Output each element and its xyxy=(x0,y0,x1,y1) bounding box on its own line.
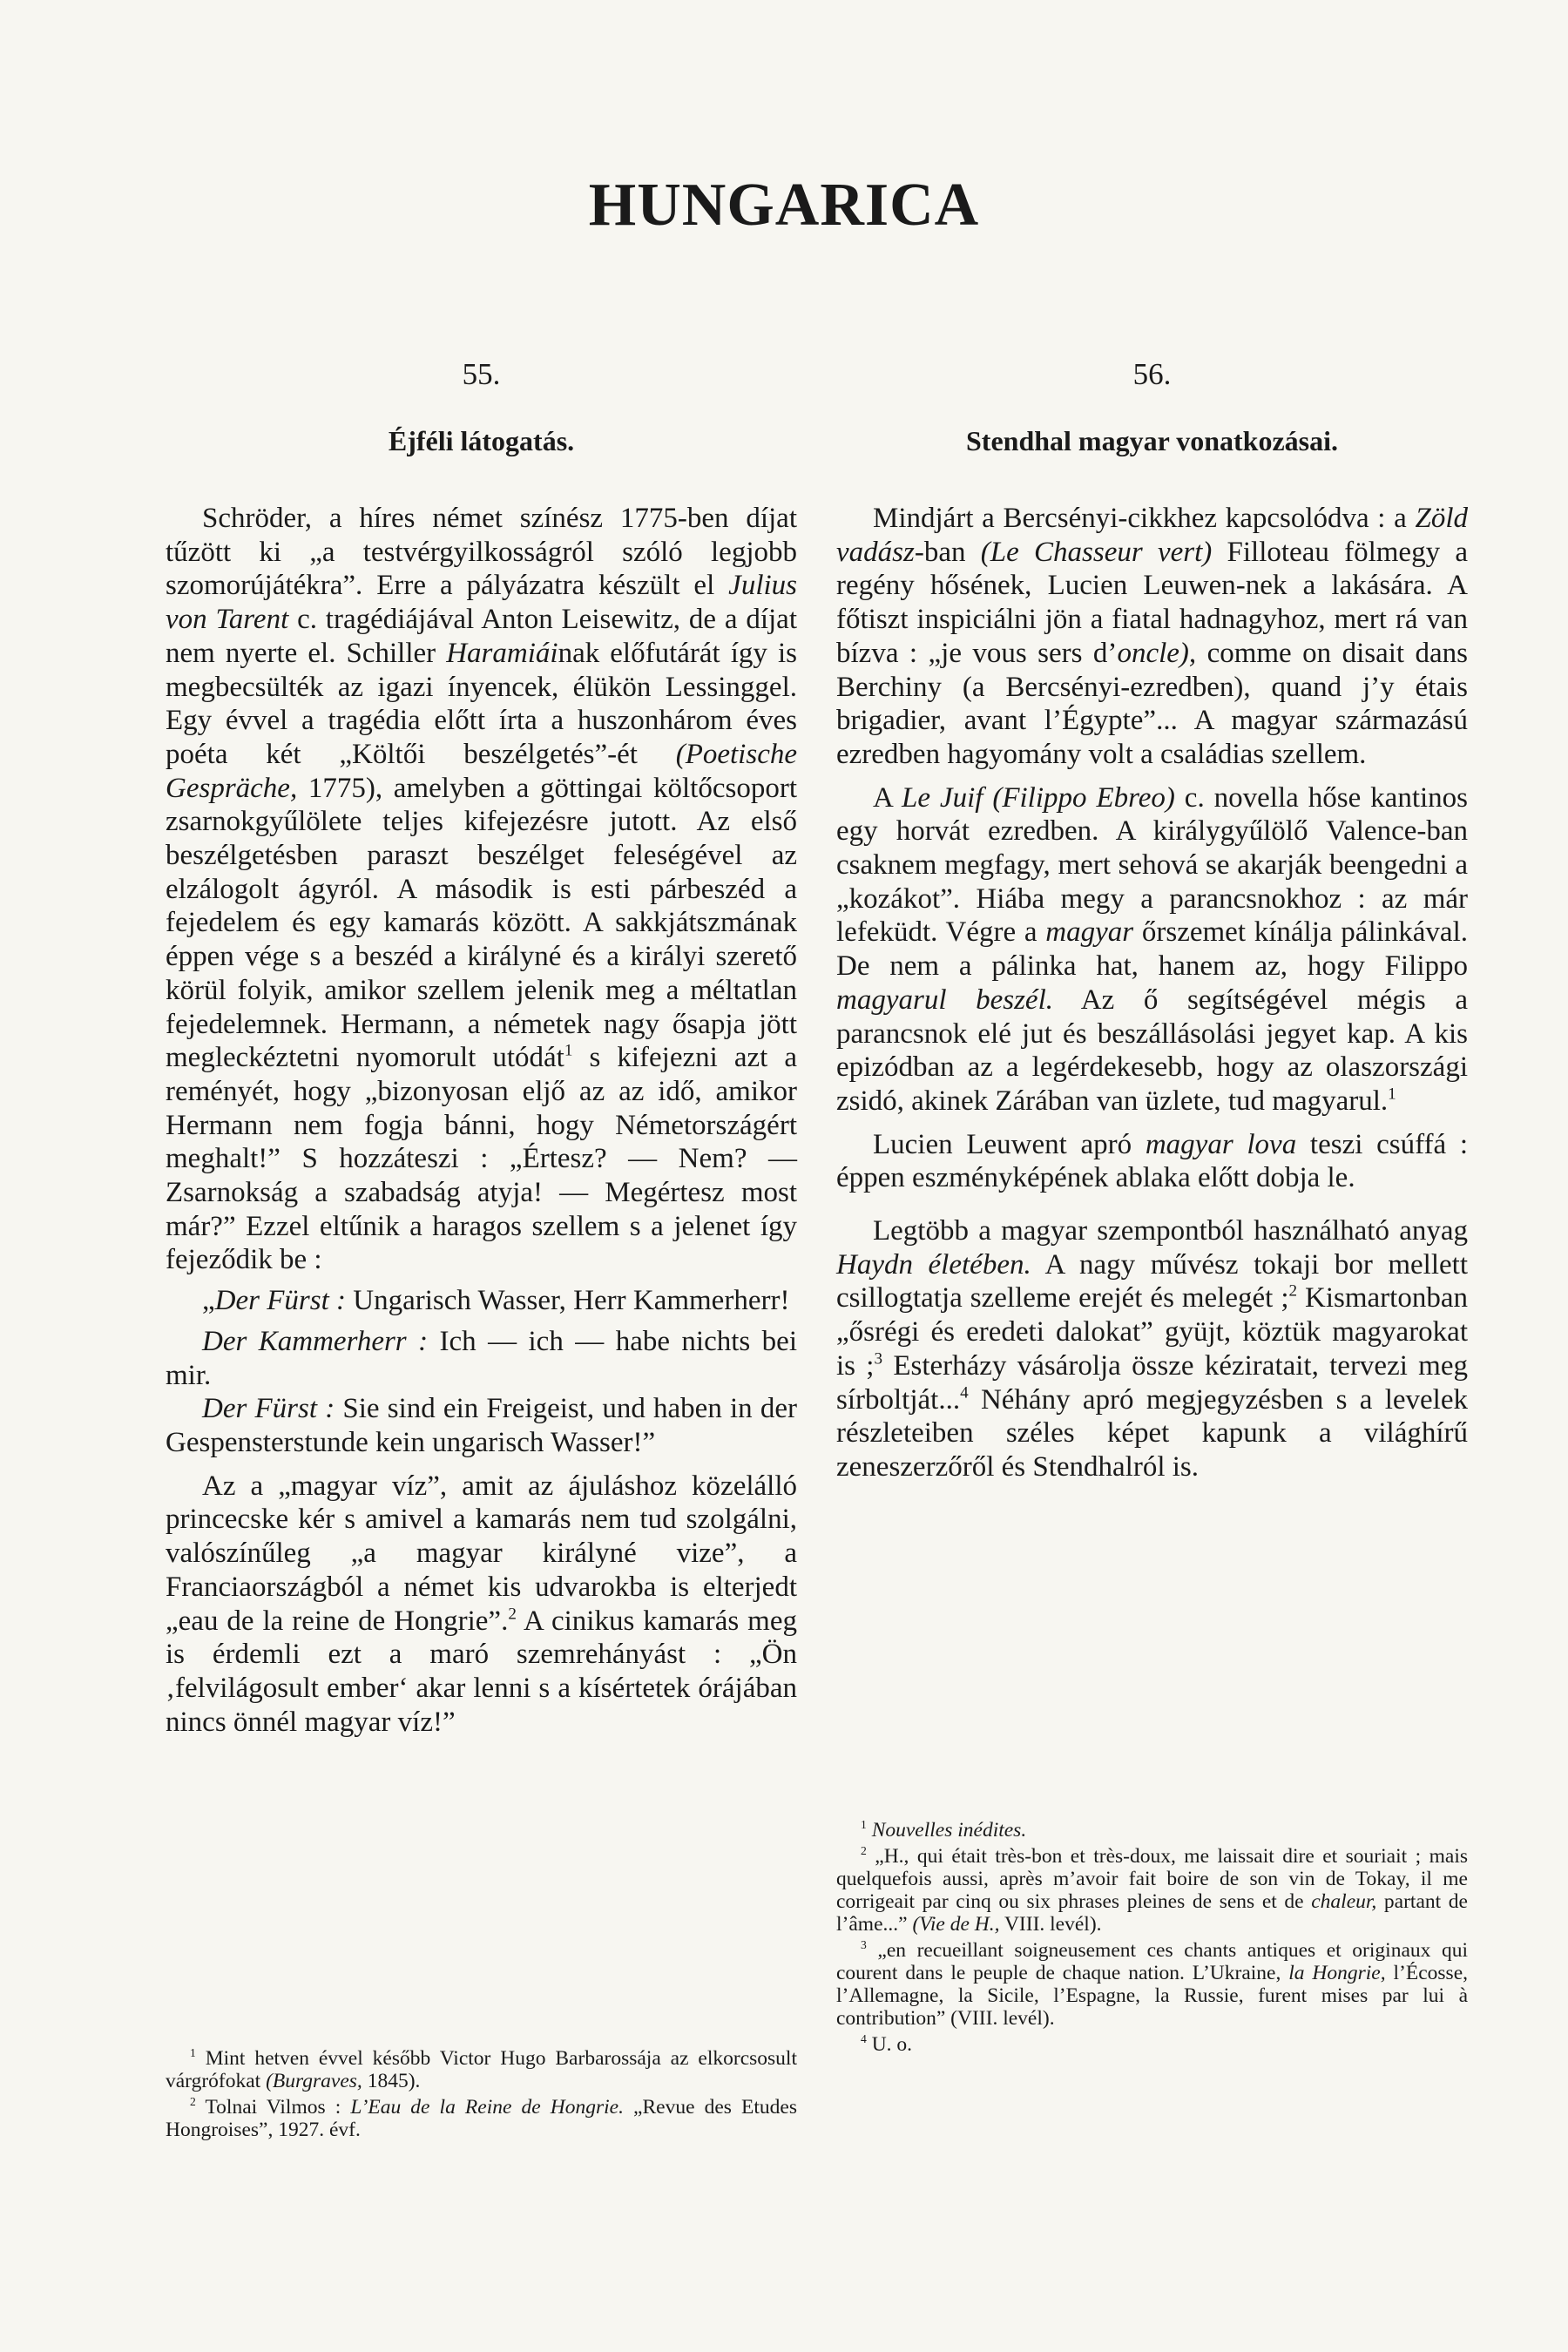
footnote: $^2$ Tolnai Vilmos : L’Eau de la Reine de Hongrie. „Revue des Etudes Hongroises”, 1927. évf. xyxy=(166,2095,797,2141)
right-footnotes xyxy=(836,1819,1468,2059)
footnote: $^1$ Nouvelles inédites. xyxy=(861,1818,1027,1842)
footnote-ref: 4 xyxy=(960,1383,969,1402)
footnote: $^2$ „H., qui était très-bon et très-doux, me laissait dire et souriait ; mais quelquefois aussi, après m’avoir fait boire de son vin de Tokay, il me corrigeait par cinq ou six phrases pleines de sens et de chaleur, partant de l’âme...” (Vie de H., VIII. levél). xyxy=(836,1844,1468,1936)
paragraph: Lucien Leuwent apró magyar lova teszi csúffá : éppen eszményképének ablaka előtt dobja le. xyxy=(836,1128,1468,1194)
footnote: $^3$ „en recueillant soigneusement ces chants antiques et originaux qui courent dans le peuple de chaque nation. L’Ukraine, la Hongrie, l’Écosse, l’Allemagne, la Sicile, l’Espagne, la Russie, furent mises par lui à contribution” (VIII. levél). xyxy=(836,1938,1469,2030)
footnote-ref: 2 xyxy=(508,1605,517,1624)
footnote-ref: 2 xyxy=(1288,1282,1298,1301)
dialogue-line: Der Kammerherr : Ich — ich — habe nichts bei mir. xyxy=(166,1325,797,1391)
right-column xyxy=(836,357,1468,1484)
footnote-ref: 1 xyxy=(564,1041,573,1060)
running-head-title: HUNGARICA xyxy=(588,172,980,239)
paragraph: Legtöbb a magyar szempontból használható anyag Haydn életében. A nagy művész tokaji bor mellett csillogtatja szelleme erejét és melegét ;$^2$ Kismartonban „ősrégi és eredeti dalokat” gyüjt, köztük magyarokat is ;$^3$ Esterházy vásárolja össze kéziratait, tervezi meg sírboltját...$^4$ Néhány apró megjegyzésben s a levelek részleteiben széles képet kapunk a világhírű zeneszerzőről és Stendhalról is. xyxy=(836,1215,1468,1483)
right-body-text xyxy=(836,502,1468,1484)
dialogue-line: „Der Fürst : Ungarisch Wasser, Herr Kammerherr! xyxy=(202,1285,790,1317)
paragraph: A Le Juif (Filippo Ebreo) c. novella hőse kantinos egy horvát ezredben. A királygyűlölő Valence-ban csaknem megfagy, mert sehová se akarják beengedni a „kozákot”. Hiába megy a parancsnokhoz : az már lefeküdt. Végre a magyar őrszemet kínálja pálinkával. De nem a pálinka hat, hanem az, hogy Filippo magyarul beszél. Az ő segítségével mégis a parancsnok elé jut és beszállásolási jegyet kap. A kis epizódban az a legérdekesebb, hogy az olaszországi zsidó, akinek Zárában van üzlete, tud magyarul.$^1$ xyxy=(836,781,1468,1117)
paragraph: Mindjárt a Bercsényi-cikkhez kapcsolódva : a Zöld vadász-ban (Le Chasseur vert) Filloteau fölmegy a regény hősének, Lucien Leuwen-nek a lakására. A főtiszt inspiciálni jön a fiatal hadnagyhoz, mert rá van bízva : „je vous sers d’oncle), comme on disait dans Berchiny (a Bercsényi-ezredben), quand j’y étais brigadier, avant l’Égypte”... A magyar származású ezredben hagyomány volt a családias szellem. xyxy=(836,503,1468,770)
footnote: $^1$ Mint hetven évvel később Victor Hugo Barbarossája az elkorcsosult várgrófokat (Burgraves, 1845). xyxy=(166,2046,797,2092)
footnote-ref: 3 xyxy=(874,1349,883,1369)
left-column xyxy=(166,357,797,1739)
left-footnotes xyxy=(166,2047,797,2145)
footnote-ref: 1 xyxy=(1388,1085,1396,1104)
dialogue-line: Der Fürst : Sie sind ein Freigeist, und haben in der Gespensterstunde kein ungarisch Wasser!” xyxy=(166,1393,798,1458)
paragraph: Az a „magyar víz”, amit az ájuláshoz közelálló princecske kér s amivel a kamarás nem tud szolgálni, valószínűleg „a magyar királyné vize”, a Franciaországból a német kis udvarokba is elterjedt „eau de la reine de Hongrie”.$^2$ A cinikus kamarás meg is érdemli ezt a maró szemrehányást : „Ön ‚felvilágosult ember‘ akar lenni s a kísértetek órájában nincs önnél magyar víz!” xyxy=(166,1470,797,1738)
section-title-ejfeli-latogatas: Éjféli látogatás. xyxy=(388,425,575,456)
left-body-text xyxy=(166,502,797,1739)
paragraph: Schröder, a híres német színész 1775-ben díjat tűzött ki „a testvérgyilkosságról szóló legjobb szomorújátékra”. Erre a pályázatra készült el Julius von Tarent c. tragédiájával Anton Leisewitz, de a díjat nem nyerte el. Schiller Haramiáinak előfutárát így is megbecsülték az igazi ínyencek, élükön Lessinggel. Egy évvel a tragédia előtt írta a huszonhárom éves poéta két „Költői beszélgetés”-ét (Poetische Gespräche, 1775), amelyben a göttingai költőcsoport zsarnokgyűlölete teljes kifejezésre jutott. Az első beszélgetésben paraszt beszélget feleségével az elzálogolt ágyról. A második is esti párbeszéd a fejedelem és egy kamarás között. A sakkjátszmának éppen vége s a beszéd a királyné és a királyi szerető körül folyik, amikor szellem jelenik meg a méltatlan fejedelemnek. Hermann, a németek nagy ősapja jött megleckéztetni nyomorult utódát$^1$ s kifejezni azt a reményét, hogy „bizonyosan eljő az az idő, amikor Hermann nem fogja bánni, hogy Németországért meghalt!” S hozzáteszi : „Értesz? — Nem? — Zsarnokság a szabadság atyja! — Megértesz most már?” Ezzel eltűnik a haragos szellem s a jelenet így fejeződik be : xyxy=(166,503,798,1276)
section-number-55: 55. xyxy=(462,357,501,391)
footnote: $^4$ U. o. xyxy=(861,2032,913,2056)
section-number-56: 56. xyxy=(1132,357,1172,391)
section-title-stendhal: Stendhal magyar vonatkozásai. xyxy=(965,425,1338,456)
